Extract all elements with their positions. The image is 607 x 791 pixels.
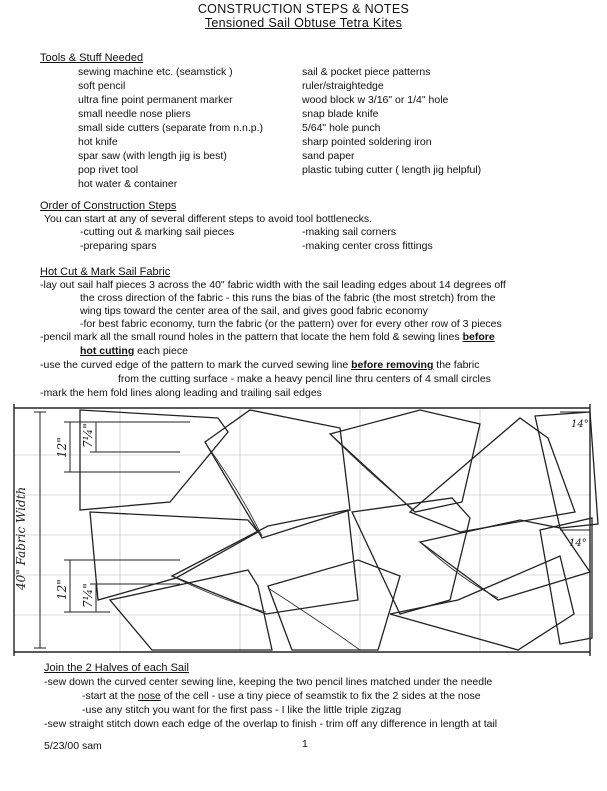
tool-item: hot knife <box>78 136 118 148</box>
tool-item: spar saw (with length jig is best) <box>78 150 227 162</box>
fabric-layout-diagram <box>0 400 607 658</box>
tool-item: soft pencil <box>78 80 126 92</box>
tool-item: plastic tubing cutter ( length jig helpful) <box>302 164 482 176</box>
join-text: of the cell - use a tiny piece of seamstik to fix the 2 sides at the nose <box>160 690 481 702</box>
angle-label: 14° <box>569 538 587 549</box>
tool-item: snap blade knife <box>302 108 379 120</box>
hotcut-text: each piece <box>134 345 188 357</box>
tool-item: wood block w 3/16" or 1/4" hole <box>302 94 449 106</box>
doc-title: CONSTRUCTION STEPS & NOTES <box>197 2 410 16</box>
join-heading: Join the 2 Halves of each Sail <box>44 662 189 674</box>
hotcut-line: wing tips toward the center area of the sail, and gives good fabric economy <box>80 305 428 317</box>
join-line: -use any stitch you want for the first pass - I like the little triple zigzag <box>82 704 402 716</box>
hotcut-emphasis: before removing <box>351 359 434 371</box>
tools-heading: Tools & Stuff Needed <box>40 52 144 64</box>
hotcut-line: from the cutting surface - make a heavy pencil line thru centers of 4 small circles <box>118 373 491 385</box>
sail-half-piece <box>268 560 400 650</box>
fabric-grid <box>14 408 590 652</box>
sail-pieces <box>80 410 598 650</box>
sail-half-piece <box>420 520 590 600</box>
sail-half-piece <box>410 418 575 532</box>
fabric-border <box>14 404 590 656</box>
sail-half-piece <box>330 410 480 512</box>
tool-item: hot water & container <box>78 178 178 190</box>
tool-item: ultra fine point permanent marker <box>78 94 233 106</box>
hotcut-emphasis: before <box>462 331 495 343</box>
page-number: 1 <box>302 738 308 750</box>
fabric-width-label: 40" Fabric Width <box>14 486 28 590</box>
order-step: -cutting out & marking sail pieces <box>80 226 235 238</box>
sail-half-piece <box>352 498 470 614</box>
tool-item: sharp pointed soldering iron <box>302 136 432 148</box>
hotcut-text: -pencil mark all the small round holes in the pattern that locate the hem fold & sewing lines <box>40 331 460 343</box>
order-step: -making center cross fittings <box>302 240 433 252</box>
sail-half-piece <box>90 512 258 600</box>
hotcut-line: -for best fabric economy, turn the fabric (or the pattern) over for every other row of 3 pieces <box>80 318 502 330</box>
sail-half-piece <box>172 510 358 614</box>
hotcut-heading: Hot Cut & Mark Sail Fabric <box>40 266 171 278</box>
tool-item: 5/64" hole punch <box>302 122 381 134</box>
order-step: -making sail corners <box>302 226 396 238</box>
join-text: -start at the <box>82 690 139 702</box>
hotcut-line <box>40 359 479 371</box>
order-step: -preparing spars <box>80 240 157 252</box>
tool-item: small needle nose pliers <box>78 108 191 120</box>
tool-item: small side cutters (separate from n.n.p.) <box>78 122 263 134</box>
dimension-label: 7¼" <box>81 423 95 448</box>
footer-date: 5/23/00 sam <box>44 740 102 752</box>
dimension-label: 12" <box>55 579 69 600</box>
sewing-lines <box>172 434 498 650</box>
order-heading: Order of Construction Steps <box>40 200 177 212</box>
hotcut-line: -mark the hem fold lines along leading and trailing sail edges <box>40 387 322 399</box>
tool-item: sewing machine etc. (seamstick ) <box>78 66 233 78</box>
sail-half-piece <box>110 570 272 650</box>
hotcut-line: -lay out sail half pieces 3 across the 40" fabric width with the sail leading edges about 14 degrees off <box>40 279 506 291</box>
hotcut-line <box>40 331 495 343</box>
tool-item: sail & pocket piece patterns <box>302 66 431 78</box>
tool-item: ruler/straightedge <box>302 80 384 92</box>
join-emphasis: nose <box>138 690 161 702</box>
hotcut-text: the fabric <box>433 359 480 371</box>
hotcut-line <box>80 345 188 357</box>
join-line <box>82 690 481 702</box>
doc-subtitle: Tensioned Sail Obtuse Tetra Kites <box>204 16 403 30</box>
join-line: -sew straight stitch down each edge of the overlap to finish - trim off any difference in length at tail <box>44 718 498 730</box>
tool-item: sand paper <box>302 150 355 162</box>
join-line: -sew down the curved center sewing line, keeping the two pencil lines matched under the needle <box>44 676 493 688</box>
hotcut-line: the cross direction of the fabric - this runs the bias of the fabric (the most stretch) from the <box>80 292 496 304</box>
order-intro: You can start at any of several different steps to avoid tool bottlenecks. <box>44 213 373 225</box>
hotcut-emphasis: hot cutting <box>80 345 135 357</box>
angle-label: 14° <box>571 419 589 430</box>
dimension-label: 7¼" <box>81 583 95 608</box>
tool-item: pop rivet tool <box>78 164 139 176</box>
hotcut-text: -use the curved edge of the pattern to mark the curved sewing line <box>40 359 352 371</box>
dimension-label: 12" <box>55 437 69 458</box>
